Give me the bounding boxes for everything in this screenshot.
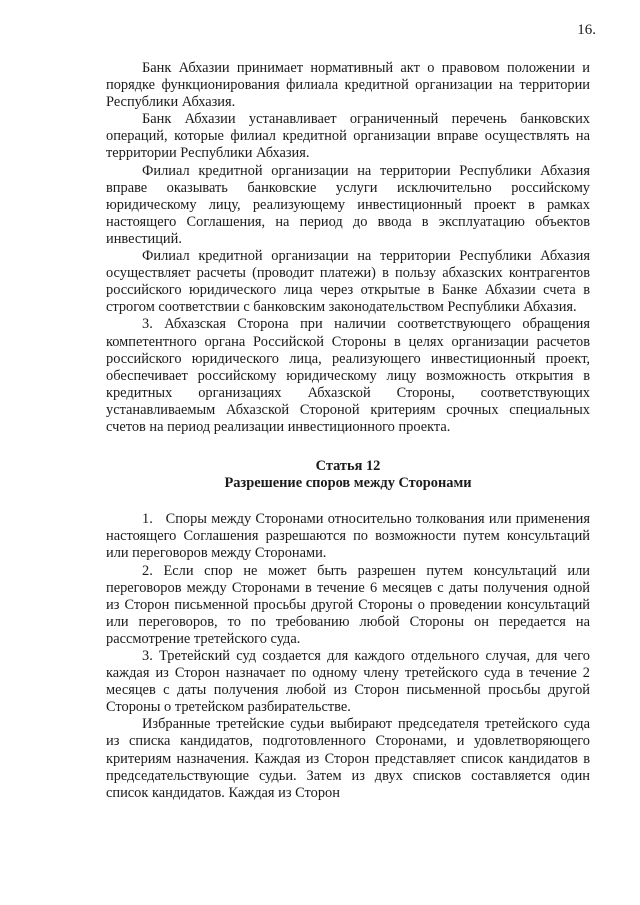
paragraph: 1. Споры между Сторонами относительно толкования или применения настоящего Соглашения разрешаются по возможности путем консультаций или переговоров между Сторонами. (106, 511, 594, 562)
paragraph: Банк Абхазии принимает нормативный акт о правовом положении и порядке функционирования филиала кредитной организации на территории Республики Абхазия. (106, 60, 590, 111)
paragraph: Филиал кредитной организации на территории Республики Абхазия вправе оказывать банковские услуги исключительно российскому юридическому лицу, реализующему инвестиционный проект в рамках настоящего Соглашения, на период до ввода в эксплуатацию объектов инвестиций. (106, 162, 590, 247)
paragraph: 2. Если спор не может быть разрешен путем консультаций или переговоров между Сторонами в течение 6 месяцев с даты получения одной из Сторон письменной просьбы другой Стороны о проведении консультаций или переговоров, то по требованию любой Стороны он передается на рассмотрение третейского суда. (106, 562, 590, 647)
article-number: Статья 12 (315, 458, 381, 475)
page-number: 16. (577, 22, 596, 38)
section-article-body (106, 511, 594, 802)
paragraph: 3. Третейский суд создается для каждого отдельного случая, для чего каждая из Сторон назначает по одному члену третейского суда в течение 2 месяцев с даты получения любой из Сторон письменной просьбы другой Стороны о третейском разбирательстве. (106, 648, 590, 716)
paragraph: Филиал кредитной организации на территории Республики Абхазия осуществляет расчеты (проводит платежи) в пользу абхазских контрагентов российского юридического лица через открытые в Банке Абхазии счета в строгом соответствии с банковским законодательством Республики Абхазия. (106, 248, 590, 316)
paragraph: 3. Абхазская Сторона при наличии соответствующего обращения компетентного органа Российской Стороны в целях организации расчетов российского юридического лица, реализующего инвестиционный проект, обеспечивает российскому юридическому лицу возможность открытия в кредитных организациях Абхазской Стороны, соответствующих устанавливаемым Абхазской Стороной критериям срочных специальных счетов на период реализации инвестиционного проекта. (106, 316, 590, 435)
section-before-article (106, 60, 590, 436)
article-heading (106, 458, 590, 492)
paragraph: Банк Абхазии устанавливает ограниченный перечень банковских операций, которые филиал кредитной организации вправе осуществлять на территории Республики Абхазия. (106, 111, 590, 162)
paragraph: Избранные третейские судьи выбирают председателя третейского суда из списка кандидатов, подготовленного Сторонами, и удовлетворяющего критериям назначения. Каждая из Сторон представляет список кандидатов в председательствующие судьи. Затем из двух списков составляется один список кандидатов. Каждая из Сторон (106, 716, 590, 801)
article-title: Разрешение споров между Сторонами (224, 475, 472, 492)
